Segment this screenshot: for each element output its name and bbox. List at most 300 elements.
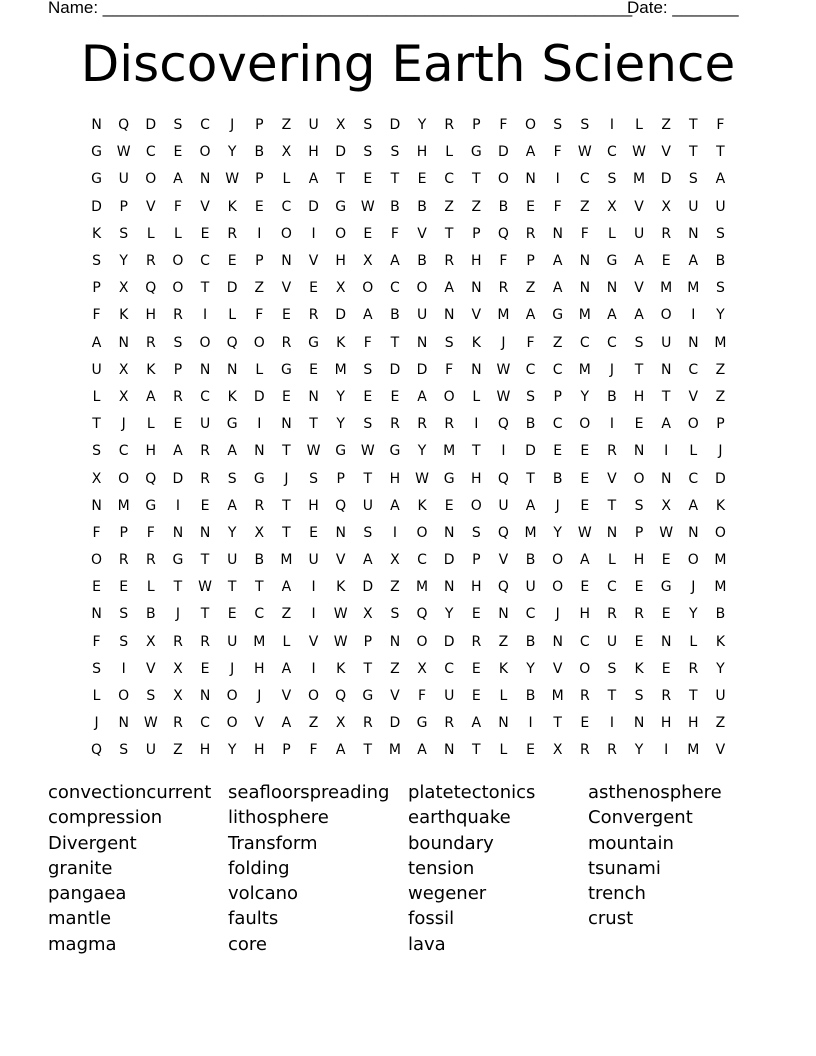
grid-letter: Y <box>227 742 237 759</box>
grid-row <box>83 683 734 710</box>
grid-letter: Z <box>308 715 319 732</box>
grid-letter: U <box>416 307 428 324</box>
grid-letter: Z <box>254 280 265 297</box>
grid-letter: A <box>525 307 536 324</box>
grid-letter: O <box>145 171 157 188</box>
grid-letter: D <box>525 443 536 460</box>
grid-letter: F <box>553 198 562 215</box>
grid-letter: L <box>608 225 616 242</box>
grid-letter: R <box>145 552 156 569</box>
grid-letter: E <box>254 198 264 215</box>
grid-letter: C <box>607 579 617 596</box>
grid-letter: S <box>119 225 129 242</box>
grid-letter: A <box>308 171 319 188</box>
grid-letter: I <box>609 117 614 134</box>
grid-letter: E <box>634 416 644 433</box>
grid-letter: A <box>173 443 183 460</box>
grid-letter: Y <box>119 253 128 270</box>
grid-row <box>83 194 734 221</box>
grid-letter: X <box>335 715 346 732</box>
grid-letter: N <box>91 497 102 514</box>
word-list-item: folding <box>228 857 290 879</box>
grid-letter: V <box>308 253 319 270</box>
grid-letter: O <box>416 524 428 541</box>
grid-letter: E <box>471 660 481 677</box>
grid-letter: S <box>526 388 535 405</box>
grid-row <box>83 357 734 384</box>
grid-letter: O <box>280 225 292 242</box>
grid-row <box>83 629 734 656</box>
grid-letter: K <box>119 307 129 324</box>
grid-letter: X <box>118 388 129 405</box>
grid-letter: N <box>281 253 292 270</box>
grid-letter: O <box>91 552 103 569</box>
grid-letter: Z <box>390 660 400 677</box>
grid-letter: W <box>333 606 348 623</box>
grid-letter: W <box>496 388 511 405</box>
grid-letter: F <box>92 633 101 650</box>
grid-letter: E <box>580 497 590 514</box>
grid-letter: E <box>173 416 183 433</box>
grid-letter: V <box>390 688 400 705</box>
grid-letter: N <box>552 633 563 650</box>
grid-letter: R <box>607 742 617 759</box>
grid-letter: R <box>173 388 183 405</box>
grid-letter: F <box>580 225 589 242</box>
grid-letter: U <box>308 552 319 569</box>
grid-letter: Q <box>497 225 509 242</box>
grid-letter: W <box>225 171 240 188</box>
grid-letter: A <box>525 497 536 514</box>
grid-letter: E <box>580 715 590 732</box>
grid-letter: C <box>688 361 699 378</box>
grid-letter: T <box>689 688 698 705</box>
grid-letter: O <box>226 715 238 732</box>
grid-letter: X <box>335 117 346 134</box>
grid-letter: L <box>499 742 508 759</box>
grid-letter: S <box>119 633 129 650</box>
grid-letter: M <box>551 688 564 705</box>
grid-letter: R <box>200 443 210 460</box>
grid-letter: F <box>499 117 508 134</box>
grid-letter: T <box>689 144 698 161</box>
grid-letter: I <box>664 443 669 460</box>
grid-letter: U <box>227 552 238 569</box>
grid-letter: F <box>92 307 101 324</box>
grid-letter: A <box>471 715 482 732</box>
grid-letter: E <box>526 742 535 759</box>
grid-letter: T <box>200 280 210 297</box>
grid-letter: P <box>255 171 264 188</box>
grid-letter: D <box>715 470 726 487</box>
grid-letter: Y <box>553 524 562 541</box>
grid-letter: Z <box>715 361 726 378</box>
grid-letter: J <box>94 715 99 732</box>
grid-letter: O <box>579 416 591 433</box>
grid-letter: S <box>607 660 617 677</box>
grid-letter: I <box>609 715 614 732</box>
word-list-item: Transform <box>228 832 318 854</box>
grid-letter: D <box>389 715 401 732</box>
grid-letter: M <box>497 307 510 324</box>
grid-letter: O <box>552 552 564 569</box>
grid-letter: W <box>496 361 511 378</box>
grid-letter: M <box>714 579 727 596</box>
grid-letter: P <box>472 117 481 134</box>
grid-letter: D <box>389 117 401 134</box>
grid-letter: T <box>390 171 400 188</box>
grid-letter: D <box>308 198 319 215</box>
grid-letter: N <box>471 280 482 297</box>
word-list <box>48 780 768 957</box>
grid-letter: B <box>417 253 427 270</box>
grid-letter: A <box>281 660 292 677</box>
grid-letter: N <box>633 443 645 460</box>
grid-letter: N <box>498 715 509 732</box>
grid-letter: I <box>257 416 262 433</box>
word-list-item: Divergent <box>48 832 137 854</box>
grid-letter: U <box>227 633 238 650</box>
grid-letter: B <box>525 552 536 569</box>
grid-letter: F <box>445 361 454 378</box>
grid-letter: O <box>308 688 320 705</box>
grid-letter: K <box>715 633 726 650</box>
grid-letter: H <box>335 253 346 270</box>
grid-letter: L <box>146 579 155 596</box>
grid-letter: M <box>388 742 401 759</box>
grid-letter: Q <box>145 470 157 487</box>
grid-letter: Q <box>335 688 347 705</box>
grid-letter: E <box>119 579 129 596</box>
grid-letter: K <box>227 388 237 405</box>
grid-letter: I <box>555 171 560 188</box>
grid-letter: X <box>390 552 400 569</box>
grid-letter: O <box>362 280 374 297</box>
grid-letter: M <box>633 171 646 188</box>
grid-letter: O <box>199 144 211 161</box>
grid-letter: Z <box>661 117 671 134</box>
grid-letter: D <box>443 633 455 650</box>
grid-letter: V <box>715 742 726 759</box>
grid-row <box>83 411 734 438</box>
word-list-item: fossil <box>408 908 455 930</box>
grid-letter: Q <box>118 117 130 134</box>
grid-letter: Z <box>498 633 509 650</box>
grid-letter: G <box>91 171 102 188</box>
grid-letter: E <box>227 253 237 270</box>
grid-letter: O <box>633 470 645 487</box>
grid-letter: C <box>525 606 536 623</box>
grid-letter: N <box>552 225 563 242</box>
grid-letter: P <box>173 361 183 378</box>
grid-letter: L <box>635 117 643 134</box>
grid-letter: C <box>552 361 563 378</box>
grid-letter: B <box>390 198 400 215</box>
grid-letter: I <box>311 225 316 242</box>
grid-letter: E <box>471 606 481 623</box>
grid-letter: J <box>501 334 506 351</box>
word-list-item: core <box>228 933 267 955</box>
grid-letter: S <box>146 688 156 705</box>
grid-letter: F <box>363 334 372 351</box>
grid-letter: I <box>257 225 262 242</box>
grid-letter: L <box>146 225 155 242</box>
grid-letter: Q <box>335 497 347 514</box>
grid-letter: I <box>609 416 614 433</box>
grid-letter: Y <box>689 606 698 623</box>
grid-letter: A <box>227 497 237 514</box>
grid-letter: S <box>471 524 481 541</box>
grid-letter: H <box>416 144 428 161</box>
word-list-item: seafloorspreading <box>228 782 390 803</box>
grid-row <box>83 493 734 520</box>
grid-letter: X <box>146 633 156 650</box>
grid-letter: R <box>471 633 482 650</box>
grid-letter: V <box>200 198 210 215</box>
grid-letter: E <box>580 579 590 596</box>
grid-letter: V <box>281 280 292 297</box>
grid-letter: N <box>660 361 672 378</box>
grid-letter: V <box>661 144 671 161</box>
grid-letter: H <box>471 253 482 270</box>
grid-letter: V <box>498 552 509 569</box>
word-list-item: pangaea <box>48 883 127 905</box>
grid-letter: G <box>335 198 347 215</box>
grid-letter: F <box>309 742 318 759</box>
grid-letter: S <box>119 606 129 623</box>
grid-letter: X <box>363 606 373 623</box>
grid-letter: O <box>687 416 699 433</box>
grid-letter: O <box>660 307 672 324</box>
grid-letter: L <box>608 552 616 569</box>
grid-letter: L <box>472 388 481 405</box>
grid-letter: U <box>308 117 319 134</box>
grid-letter: E <box>282 307 291 324</box>
grid-letter: L <box>174 225 182 242</box>
grid-letter: C <box>444 171 455 188</box>
grid-letter: S <box>363 524 373 541</box>
grid-letter: T <box>472 443 481 460</box>
grid-letter: R <box>173 715 183 732</box>
grid-letter: Y <box>417 117 427 134</box>
grid-letter: C <box>444 660 455 677</box>
grid-letter: U <box>199 416 211 433</box>
grid-letter: R <box>200 633 210 650</box>
grid-letter: O <box>118 470 130 487</box>
grid-letter: R <box>607 606 617 623</box>
grid-letter: H <box>254 660 265 677</box>
grid-letter: E <box>634 579 644 596</box>
grid-letter: E <box>309 280 318 297</box>
grid-letter: C <box>200 388 210 405</box>
grid-letter: C <box>200 715 210 732</box>
grid-letter: B <box>417 198 427 215</box>
grid-row <box>83 112 734 139</box>
grid-letter: X <box>173 660 183 677</box>
grid-letter: Y <box>227 524 237 541</box>
grid-letter: C <box>417 552 427 569</box>
grid-letter: O <box>470 497 482 514</box>
grid-letter: T <box>472 742 481 759</box>
word-list-item: crust <box>588 908 634 930</box>
grid-letter: N <box>525 171 536 188</box>
grid-letter: A <box>525 144 536 161</box>
grid-letter: D <box>145 117 157 134</box>
grid-letter: Y <box>444 606 454 623</box>
grid-letter: F <box>716 117 725 134</box>
grid-letter: N <box>389 633 401 650</box>
grid-letter: L <box>282 171 291 188</box>
grid-letter: T <box>282 497 291 514</box>
grid-letter: D <box>335 307 347 324</box>
grid-letter: R <box>634 606 644 623</box>
grid-letter: G <box>606 253 618 270</box>
grid-letter: R <box>227 225 238 242</box>
grid-letter: X <box>335 280 346 297</box>
grid-letter: G <box>389 443 401 460</box>
grid-letter: S <box>363 144 373 161</box>
grid-letter: T <box>282 443 291 460</box>
grid-letter: M <box>280 552 293 569</box>
grid-row <box>83 139 734 166</box>
grid-letter: R <box>308 307 319 324</box>
grid-letter: A <box>281 715 292 732</box>
grid-letter: N <box>660 633 672 650</box>
grid-letter: H <box>471 470 482 487</box>
grid-letter: A <box>688 253 699 270</box>
grid-letter: I <box>175 497 180 514</box>
grid-letter: S <box>92 443 101 460</box>
grid-letter: E <box>282 388 291 405</box>
grid-letter: P <box>336 470 345 487</box>
grid-letter: N <box>416 334 428 351</box>
grid-letter: N <box>281 416 292 433</box>
grid-letter: M <box>714 334 727 351</box>
grid-letter: S <box>715 225 725 242</box>
grid-letter: G <box>660 579 672 596</box>
grid-letter: E <box>227 606 237 623</box>
grid-letter: P <box>92 280 101 297</box>
grid-letter: N <box>199 688 211 705</box>
grid-letter: C <box>525 361 536 378</box>
grid-letter: J <box>718 443 723 460</box>
grid-letter: H <box>308 497 319 514</box>
grid-letter: O <box>172 253 184 270</box>
grid-letter: J <box>257 688 262 705</box>
grid-letter: A <box>634 307 644 324</box>
grid-letter: E <box>200 225 210 242</box>
grid-letter: T <box>607 497 617 514</box>
grid-letter: S <box>634 497 644 514</box>
grid-letter: X <box>661 198 671 215</box>
grid-letter: N <box>199 524 211 541</box>
grid-letter: K <box>634 660 644 677</box>
grid-letter: R <box>661 225 672 242</box>
grid-letter: T <box>634 361 644 378</box>
grid-letter: E <box>309 361 318 378</box>
grid-letter: R <box>688 660 699 677</box>
grid-letter: R <box>173 633 183 650</box>
grid-letter: U <box>661 334 672 351</box>
grid-letter: G <box>362 688 374 705</box>
grid-letter: R <box>118 552 129 569</box>
grid-letter: Z <box>525 280 536 297</box>
grid-letter: M <box>687 742 700 759</box>
grid-letter: S <box>363 117 373 134</box>
grid-letter: C <box>579 171 590 188</box>
grid-letter: K <box>227 198 237 215</box>
grid-letter: C <box>118 443 129 460</box>
grid-letter: V <box>634 280 644 297</box>
grid-letter: N <box>579 280 591 297</box>
grid-letter: R <box>579 742 590 759</box>
grid-letter: F <box>255 307 264 324</box>
grid-row <box>83 275 734 302</box>
grid-letter: P <box>634 524 644 541</box>
grid-letter: G <box>172 552 184 569</box>
grid-letter: D <box>172 470 184 487</box>
grid-letter: T <box>526 470 535 487</box>
grid-letter: T <box>255 579 264 596</box>
grid-letter: D <box>498 144 509 161</box>
grid-letter: N <box>443 524 455 541</box>
grid-letter: U <box>633 225 645 242</box>
grid-letter: S <box>309 470 318 487</box>
grid-letter: P <box>553 388 562 405</box>
grid-letter: N <box>660 470 672 487</box>
grid-letter: S <box>119 742 129 759</box>
grid-letter: U <box>606 633 618 650</box>
grid-letter: T <box>472 171 481 188</box>
grid-letter: V <box>634 198 644 215</box>
grid-letter: P <box>119 524 128 541</box>
grid-letter: O <box>552 579 564 596</box>
grid-letter: B <box>146 606 156 623</box>
grid-letter: V <box>335 552 346 569</box>
grid-letter: N <box>254 443 265 460</box>
grid-letter: D <box>91 198 102 215</box>
grid-letter: I <box>528 715 533 732</box>
grid-letter: C <box>607 144 617 161</box>
grid-letter: U <box>362 497 373 514</box>
grid-row <box>83 710 734 737</box>
grid-letter: R <box>444 715 455 732</box>
grid-letter: E <box>580 470 590 487</box>
grid-letter: I <box>311 579 316 596</box>
date-field-label: Date: _______ <box>627 0 739 17</box>
word-list-item: volcano <box>228 883 299 905</box>
grid-letter: R <box>607 443 617 460</box>
word-list-item: tsunami <box>588 857 661 879</box>
grid-letter: P <box>119 198 128 215</box>
grid-letter: K <box>146 361 156 378</box>
grid-letter: U <box>91 361 102 378</box>
grid-letter: O <box>226 688 238 705</box>
grid-letter: L <box>92 388 101 405</box>
grid-letter: T <box>173 579 183 596</box>
grid-letter: R <box>145 253 156 270</box>
grid-letter: A <box>417 742 427 759</box>
grid-letter: A <box>281 579 292 596</box>
name-field-label: Name: ________________________________________________________ <box>48 0 633 17</box>
word-list-item: compression <box>48 807 163 829</box>
grid-letter: B <box>607 388 617 405</box>
grid-row <box>83 574 734 601</box>
grid-letter: C <box>607 334 617 351</box>
grid-letter: W <box>306 443 321 460</box>
grid-letter: A <box>552 253 563 270</box>
grid-letter: Y <box>716 660 725 677</box>
